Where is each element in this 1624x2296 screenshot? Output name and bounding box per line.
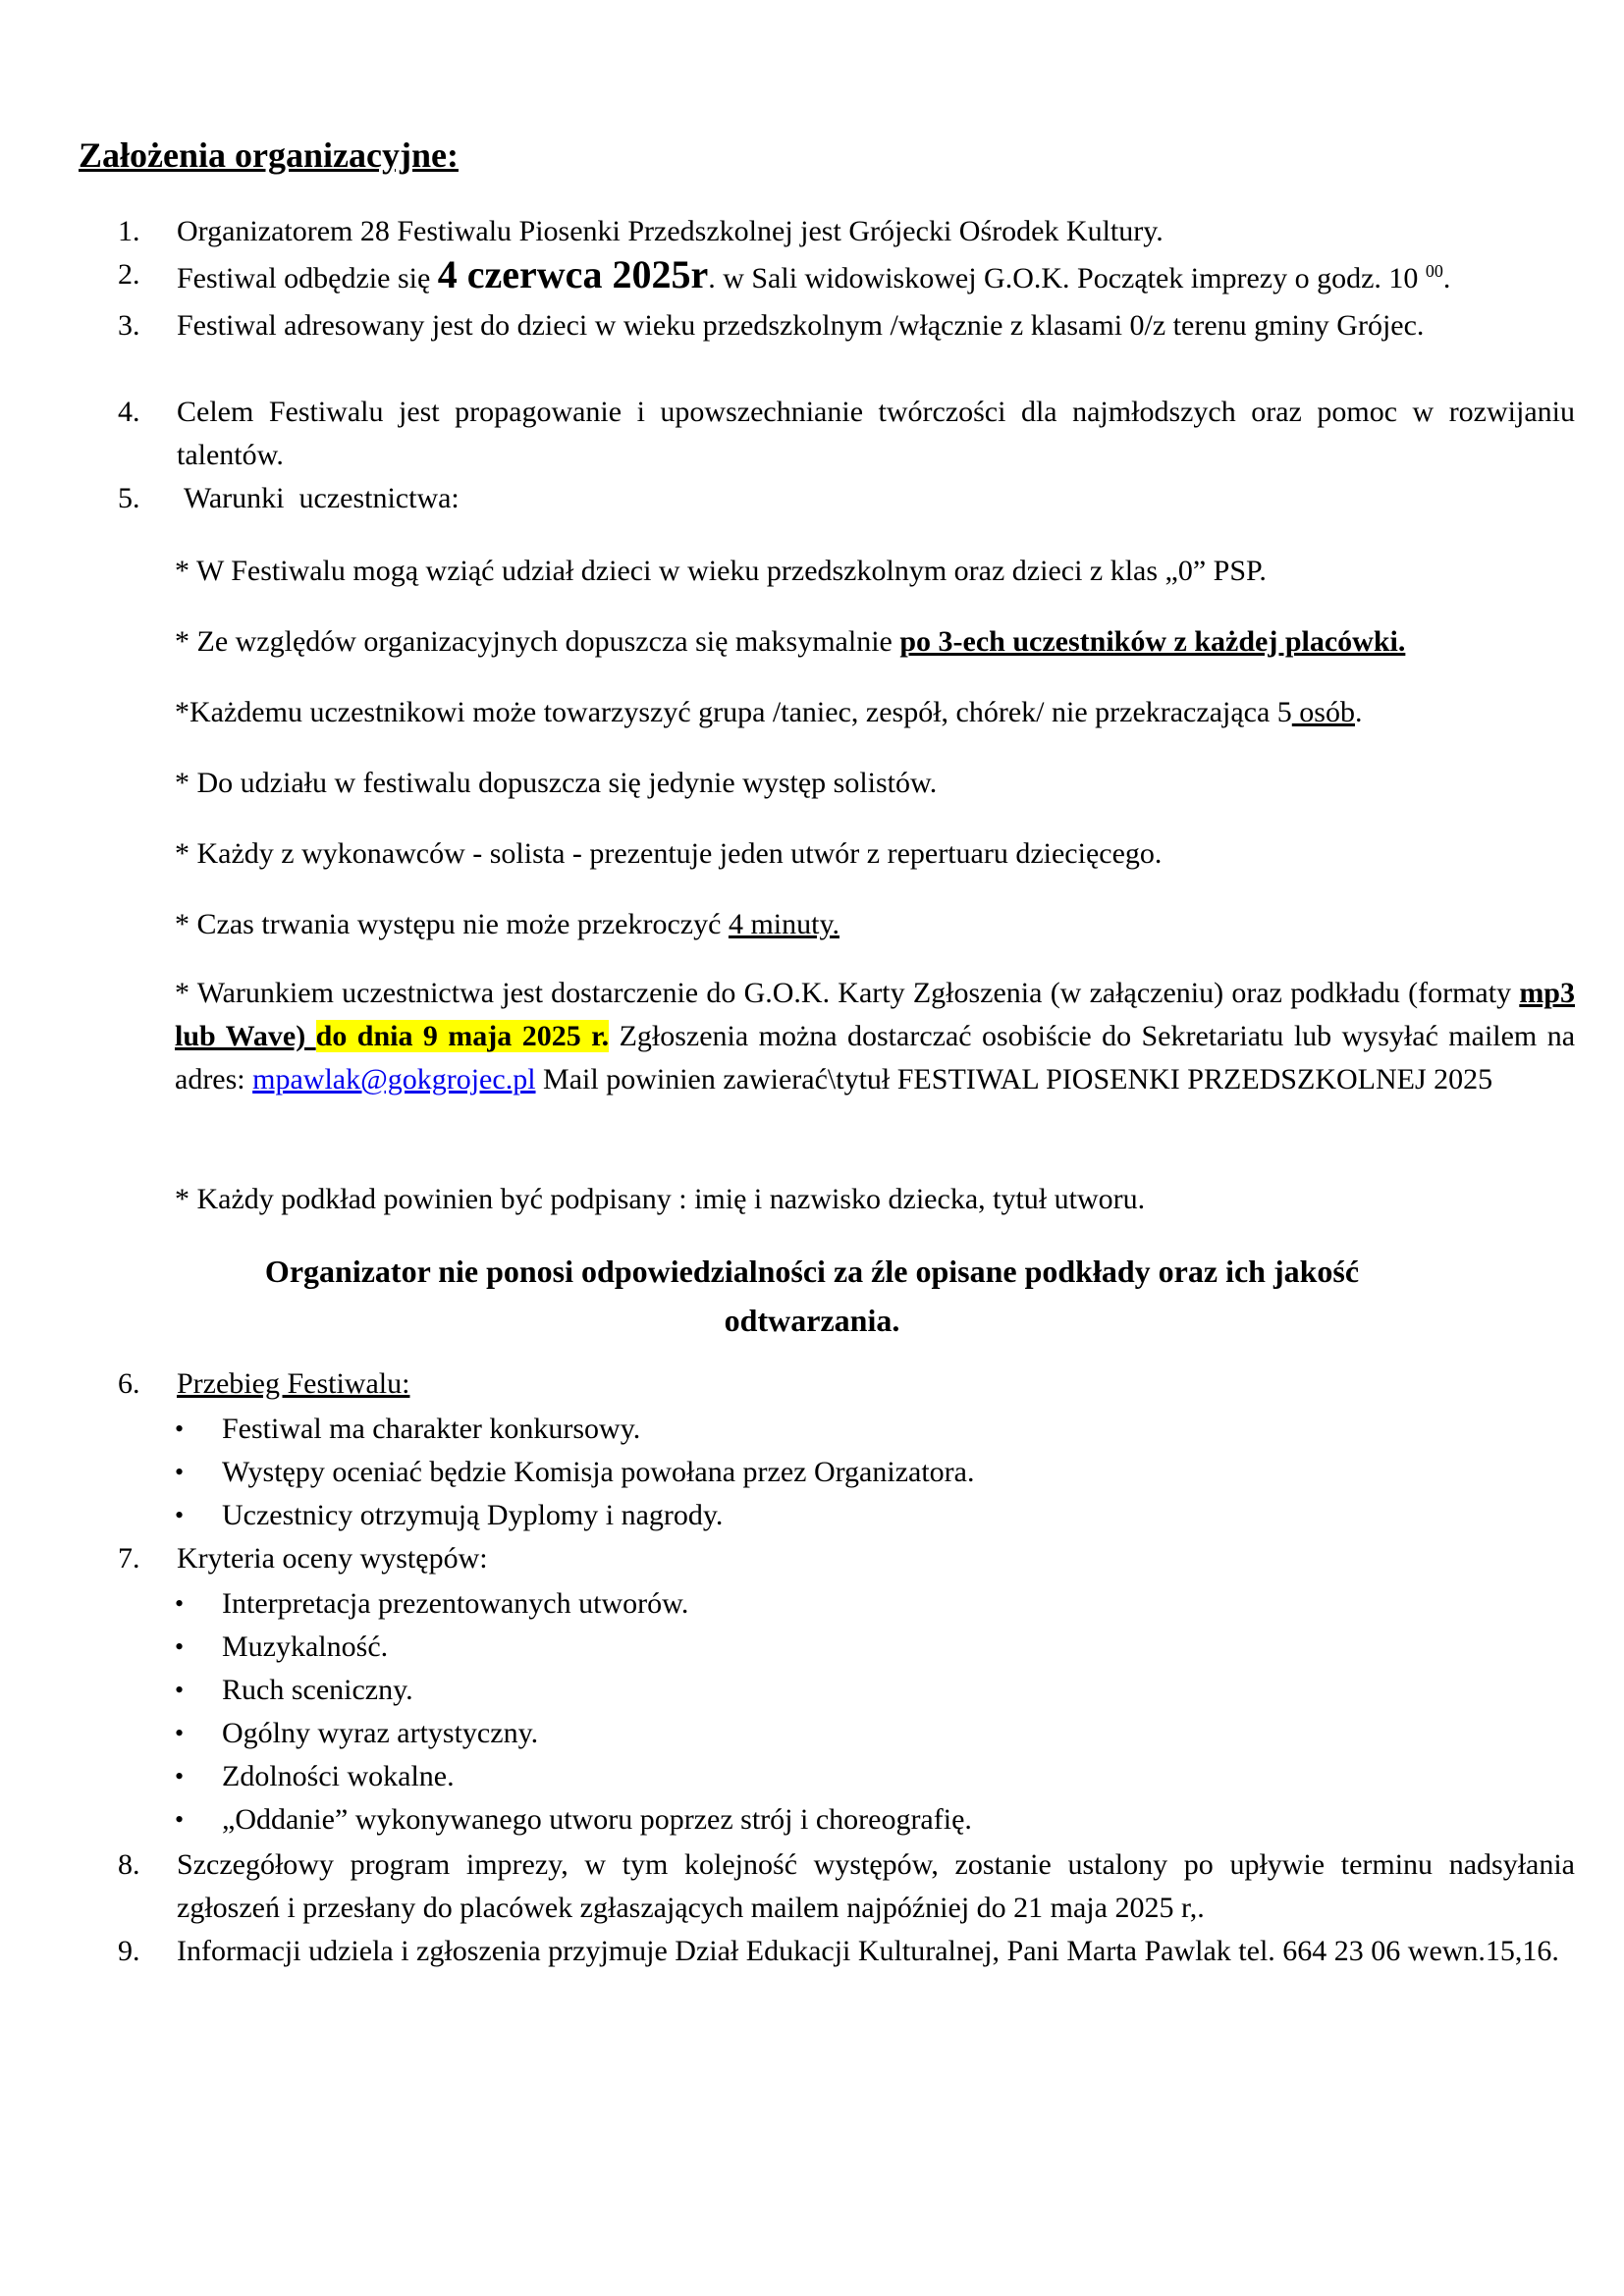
bullet-icon: • [175, 1458, 185, 1486]
list-item-9 [118, 1930, 1575, 1973]
bullet-text: Ruch sceniczny. [222, 1674, 413, 1706]
condition-5: * Każdy z wykonawców - solista - prezentuje jeden utwór z repertuaru dziecięcego. [175, 837, 1163, 870]
item-number: 2. [118, 258, 140, 291]
item-text: Kryteria oceny występów: [177, 1542, 488, 1575]
bullet-icon: • [175, 1676, 185, 1704]
audio-formats: mp3 lub Wave) [175, 977, 1575, 1052]
festival-date: 4 czerwca 2025r [437, 252, 709, 296]
item-text: Przebieg Festiwalu: [177, 1367, 410, 1400]
item-number: 7. [118, 1542, 140, 1575]
list-item-7 [118, 1537, 1575, 1580]
list-item-1 [118, 210, 1575, 253]
condition-7-text: * Warunkiem uczestnictwa jest dostarczenie do G.O.K. Karty Zgłoszenia (w załączeniu) oraz podkładu (formaty [175, 977, 1520, 1009]
bullet-icon: • [175, 1632, 185, 1661]
condition-3 [175, 691, 1575, 734]
festival-date-prefix: Festiwal odbędzie się [177, 262, 438, 294]
start-time-minutes: 00 [1425, 261, 1443, 281]
condition-7-end: Mail powinien zawierać\tytuł FESTIWAL PIOSENKI PRZEDSZKOLNEJ 2025 [535, 1063, 1493, 1095]
bullet-text: Muzykalność. [222, 1630, 389, 1663]
bullet-text: Uczestnicy otrzymują Dyplomy i nagrody. [222, 1499, 724, 1531]
list-item-5 [118, 477, 1575, 520]
list-item-2 [118, 253, 1575, 300]
bullet-item [175, 1712, 1575, 1755]
item-number: 8. [118, 1848, 140, 1881]
item-number: 1. [118, 215, 140, 247]
bullet-text: Występy oceniać będzie Komisja powołana przez Organizatora. [222, 1456, 975, 1488]
bullet-text: Ogólny wyraz artystyczny. [222, 1717, 539, 1749]
sentence-end: . [1354, 696, 1363, 728]
bullet-icon: • [175, 1719, 185, 1747]
organizer-notice: Organizator nie ponosi odpowiedzialności za źle opisane podkłady oraz ich jakość odtwarzania. [264, 1254, 1360, 1338]
bullet-item [175, 1451, 1575, 1494]
item-number: 6. [118, 1367, 140, 1400]
time-limit: 4 minuty. [728, 908, 839, 940]
list-item-4 [118, 391, 1575, 477]
bullet-icon: • [175, 1415, 185, 1443]
item-text: Warunki uczestnictwa: [177, 482, 460, 514]
bullet-icon: • [175, 1762, 185, 1790]
item-text: Organizatorem 28 Festiwalu Piosenki Przedszkolnej jest Grójecki Ośrodek Kultury. [177, 215, 1164, 247]
item-text: Szczegółowy program imprezy, w tym kolejność występów, zostanie ustalony po upływie terminu nadsyłania zgłoszeń i przesłany do placówek zgłaszających mailem najpóźniej do 21 maja 2025 r,. [177, 1848, 1575, 1924]
bullet-icon: • [175, 1501, 185, 1529]
bullet-item [175, 1626, 1575, 1669]
condition-2-text: * Ze względów organizacyjnych dopuszcza się maksymalnie [175, 625, 900, 658]
bullet-item [175, 1755, 1575, 1798]
item-number: 5. [118, 482, 140, 514]
participant-limit: po 3-ech uczestników z każdej placówki. [899, 625, 1406, 658]
bullet-text: Festiwal ma charakter konkursowy. [222, 1413, 641, 1445]
condition-7 [175, 972, 1575, 1101]
condition-7-middle: Zgłoszenia można dostarczać osobiście do Sekretariatu lub wysyłać mailem na adres: [175, 1020, 1576, 1095]
list-item-3 [118, 304, 1575, 347]
bullet-item [175, 1669, 1575, 1712]
item-number: 3. [118, 309, 140, 342]
group-limit-unit: osób [1291, 696, 1355, 728]
bullet-icon: • [175, 1589, 185, 1618]
condition-6 [175, 903, 1575, 946]
bullet-text: Interpretacja prezentowanych utworów. [222, 1587, 689, 1620]
item-text: Celem Festiwalu jest propagowanie i upowszechnianie twórczości dla najmłodszych oraz pomoc w rozwijaniu talentów. [177, 396, 1575, 471]
condition-4: * Do udziału w festiwalu dopuszcza się jedynie występ solistów. [175, 767, 938, 799]
condition-2 [175, 620, 1575, 664]
sentence-end: . [1442, 262, 1451, 294]
condition-3-text: *Każdemu uczestnikowi może towarzyszyć grupa /taniec, zespół, chórek/ nie przekraczająca 5 [175, 696, 1292, 728]
bullet-text: „Oddanie” wykonywanego utworu poprzez strój i choreografię. [222, 1803, 972, 1836]
item-number: 4. [118, 396, 140, 428]
submission-deadline: do dnia 9 maja 2025 r. [315, 1020, 610, 1052]
list-item-8 [118, 1843, 1575, 1930]
bullet-item [175, 1494, 1575, 1537]
bullet-item [175, 1582, 1575, 1626]
bullet-icon: • [175, 1805, 185, 1834]
page-title: Założenia organizacyjne: [79, 135, 459, 175]
condition-6-text: * Czas trwania występu nie może przekroczyć [175, 908, 729, 940]
condition-1: * W Festiwalu mogą wziąć udział dzieci w wieku przedszkolnym oraz dzieci z klas „0” PSP. [175, 555, 1267, 587]
item-text: Informacji udziela i zgłoszenia przyjmuje Dział Edukacji Kulturalnej, Pani Marta Pawlak tel. 664 23 06 wewn.15,16. [177, 1935, 1559, 1967]
item-text [177, 253, 1575, 300]
condition-8: * Każdy podkład powinien być podpisany : imię i nazwisko dziecka, tytuł utworu. [175, 1183, 1146, 1215]
festival-place: . w Sali widowiskowej G.O.K. Początek imprezy o godz. 10 [708, 262, 1419, 294]
list-item-6 [118, 1362, 1575, 1406]
bullet-item [175, 1798, 1575, 1842]
email-link[interactable]: mpawlak@gokgrojec.pl [252, 1063, 536, 1095]
bullet-text: Zdolności wokalne. [222, 1760, 455, 1792]
bullet-item [175, 1408, 1575, 1451]
item-text: Festiwal adresowany jest do dzieci w wieku przedszkolnym /włącznie z klasami 0/z terenu gminy Grójec. [177, 309, 1425, 342]
item-number: 9. [118, 1935, 140, 1967]
